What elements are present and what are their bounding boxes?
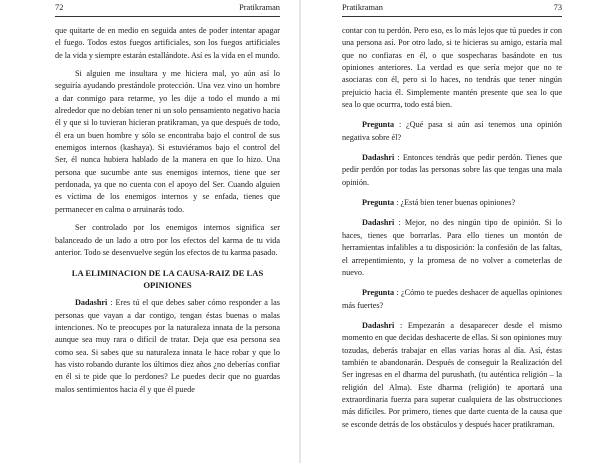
left-header-rule — [55, 16, 280, 17]
speaker-label: Pregunta — [362, 288, 395, 298]
speaker-label: Dadashri — [362, 153, 395, 163]
paragraph-text: : Empezarán a desaparecer desde el mismo momento en que decidas deshacerte de ellas. Si son opiniones muy tozudas, deberás trabajar en ellas varias horas al día. Así, éstas también te abandonarán. Después de conseguir la Realización del Ser ingresas en el dharma del purushath, (tu auténtica religión – la religión del Alma). Este dharma (religión) te aportará una extraordinaria fuerza para superar cualquiera de las obstrucciones más difíciles. Por primero, tienes que darte cuenta de la causa que se esconde detrás de los obstáculos y después hacer pratikraman. — [342, 320, 562, 429]
right-header-rule — [342, 16, 562, 17]
right-page-number: 73 — [553, 3, 562, 12]
question-2 — [342, 197, 562, 209]
question-3 — [342, 287, 562, 312]
section-heading: LA ELIMINACION DE LA CAUSA-RAIZ DE LAS OPINIONES — [71, 268, 264, 291]
question-1 — [342, 119, 562, 144]
right-page — [300, 0, 600, 463]
paragraph-text: : ¿Cómo te puedes deshacer de aquellas opiniones más fuertes? — [342, 288, 562, 310]
left-running-title: Pratikraman — [239, 3, 280, 12]
paragraph-text: : Mejor, no des ningún tipo de opinión. Si lo haces, tienes que borrarlas. Para ello tienes un montón de herramientas infalibles a tu disposición: la confesión de las faltas, el arrepentimiento, y la promesa de no volver a cometerlas de nuevo. — [342, 218, 563, 277]
answer-3 — [342, 320, 562, 431]
paragraph-text: : ¿Está bien tener buenas opiniones? — [396, 198, 516, 208]
speaker-label: Dadashri — [362, 218, 395, 228]
answer-2 — [342, 217, 562, 279]
right-running-head — [342, 0, 562, 25]
speaker-label: Dadashri — [362, 320, 395, 330]
left-paragraph-4 — [55, 297, 280, 396]
left-page-number: 72 — [55, 3, 64, 12]
left-paragraph-2: Si alguien me insultara y me hiciera mal, yo aún así lo seguiría ayudando prestándole protección. Una vez vino un hombre a dar conmigo para retarme, yo les dije a todo el mundo a mi alrededor que no debían tener ni un solo pensamiento negativo hacia él y que si lo tuvieran hicieran pratikraman, ya que después de todo, él era un buen hombre y sólo se encontraba bajo el control de sus enemigos internos (kashaya). Si estuviéramos bajo el control del Ser, él nunca hubiera hablado de la manera en que lo hizo. Una persona que sucumbe ante sus enemigos internos, tiene que ser perdonada, ya que no cuenta con el apoyo del Ser. Cuando alguien es víctima de los enemigos internos y se enfada, tienes que permanecer en calma o arruinarás todo. — [55, 69, 280, 214]
answer-1 — [342, 152, 562, 189]
speaker-label: Pregunta — [362, 198, 395, 208]
paragraph-text: : Entonces tendrás que pedir perdón. Tienes que pedir perdón por todas las personas sobre las que tengas una mala opinión. — [342, 153, 562, 187]
left-paragraph-1: que quitarte de en medio en seguida antes de poder intentar apagar el fuego. Todos estos fuegos artificiales, son los fuegos artificiales de la vida y siempre estarán estallándote. Así es la vida en el mundo. — [55, 26, 280, 60]
right-running-title: Pratikraman — [342, 3, 383, 12]
left-running-head — [55, 0, 280, 25]
paragraph-text: : Eres tú el que debes saber cómo responder a las personas que vayan a dar contigo, tengan éstas buenas o malas intenciones. No te preocupes por la naturaleza innata de la persona aunque sea muy rara o difícil de tratar. Deja que esa persona sea como sea. Si sabes que su naturaleza innata le hace robar y que lo has visto robando durante los últimos diez años ¿no deberías confiar en él si te pide que lo perdones? Le puedes decir que no guardas malos sentimientos hacia él y que él puede — [55, 298, 280, 394]
speaker-label: Dadashri — [75, 298, 108, 308]
left-paragraph-3: Ser controlado por los enemigos internos significa ser balanceado de un lado a otro por los efectos del karma de tu vida anterior. Todo se desenvuelve según los efectos de tu karma pasado. — [55, 223, 280, 257]
right-paragraph-1: contar con tu perdón. Pero eso, es lo más lejos que tú puedes ir con una persona así. Por otro lado, si te hicieras su amigo, estaría mal que no confiaras en él, o que sospecharas basándote en tus opiniones anteriores. La verdad es que sería mejor que no te asociaras con él, pero si lo haces, no tendrás que tener ningún prejuicio hacia él. Simplemente mantén presente que sea lo que sea lo que ocurrra, todo está bien. — [342, 26, 562, 110]
paragraph-text: : ¿Qué pasa si aún así tenemos una opinión negativa sobre él? — [342, 120, 562, 142]
speaker-label: Pregunta — [362, 120, 395, 130]
